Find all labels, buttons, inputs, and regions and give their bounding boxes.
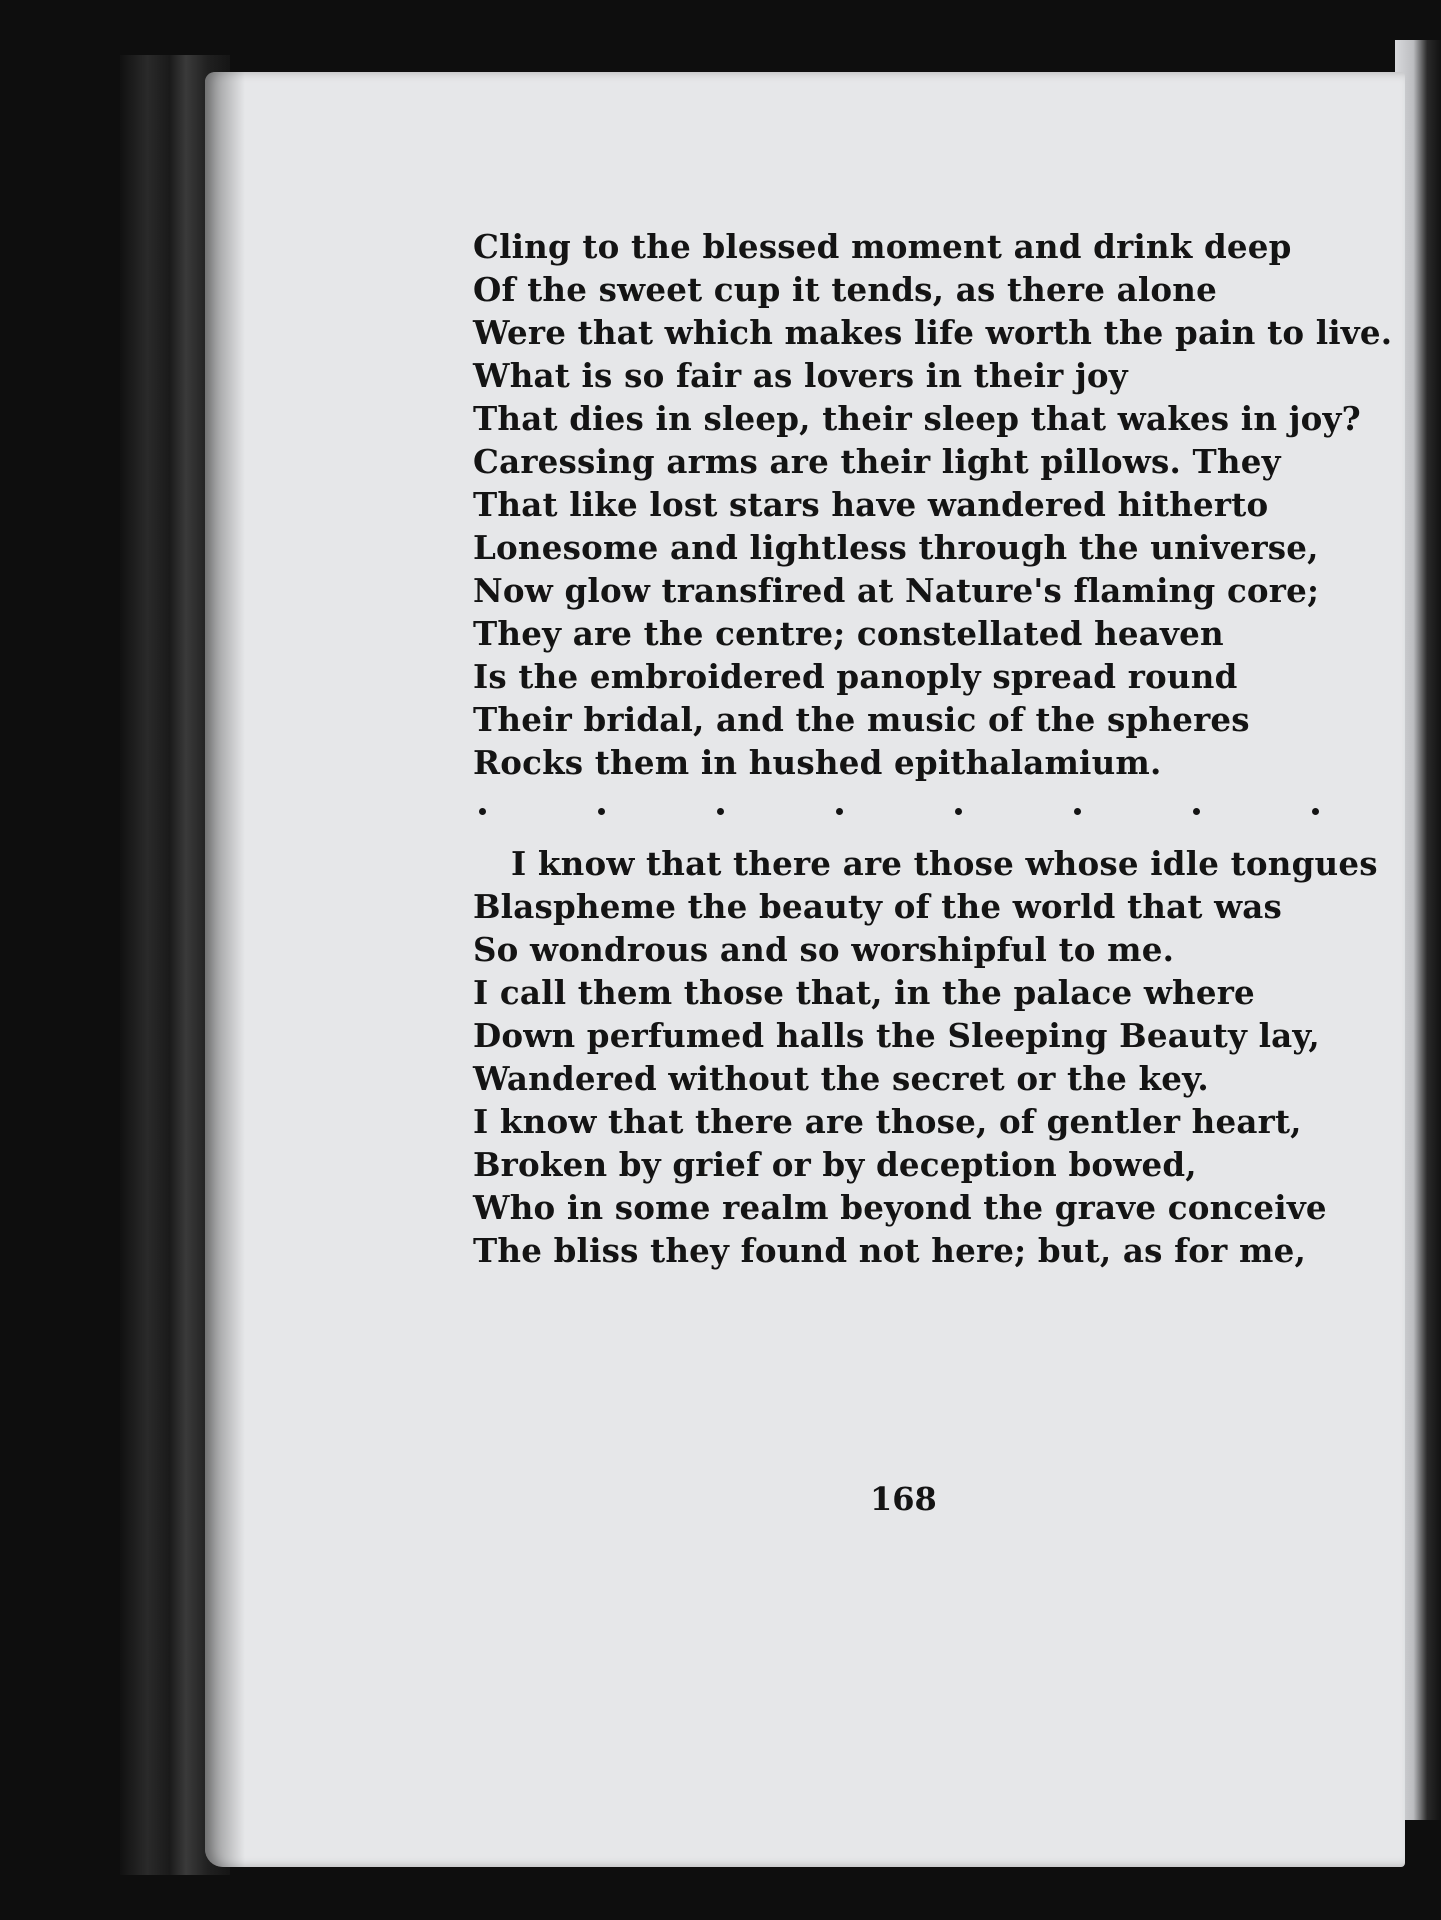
separator-dot [717, 808, 724, 815]
poem-line: Lonesome and lightless through the universe, [473, 528, 1319, 567]
poem-line: I call them those that, in the palace where [473, 973, 1255, 1012]
poem-line: They are the centre; constellated heaven [473, 614, 1224, 653]
poem-line: I know that there are those, of gentler heart, [473, 1102, 1302, 1141]
poem-line: Blaspheme the beauty of the world that was [473, 887, 1283, 926]
separator-dot [598, 808, 605, 815]
separator-dot [955, 808, 962, 815]
poem-line: Caressing arms are their light pillows. They [473, 442, 1281, 481]
poem-line: Is the embroidered panoply spread round [473, 657, 1238, 696]
page-gutter-shadow [205, 72, 245, 1867]
separator-dot [1074, 808, 1081, 815]
separator-dot [1193, 808, 1200, 815]
poem-line: That dies in sleep, their sleep that wakes in joy? [473, 399, 1361, 438]
poem-line: Broken by grief or by deception bowed, [473, 1145, 1197, 1184]
poem-line: Down perfumed halls the Sleeping Beauty lay, [473, 1016, 1320, 1055]
poem-line: Wandered without the secret or the key. [473, 1059, 1209, 1098]
poem-line: Their bridal, and the music of the spheres [473, 700, 1250, 739]
poem-line: Rocks them in hushed epithalamium. [473, 743, 1162, 782]
poem-line: Who in some realm beyond the grave conceive [473, 1188, 1327, 1227]
separator-dot [1312, 808, 1319, 815]
poem-line: What is so fair as lovers in their joy [473, 356, 1128, 395]
poem-text [473, 225, 1393, 1272]
poem-line: Now glow transfired at Nature's flaming core; [473, 571, 1320, 610]
poem-line: Were that which makes life worth the pain to live. [473, 313, 1393, 352]
poem-line: So wondrous and so worshipful to me. [473, 930, 1175, 969]
poem-line: Cling to the blessed moment and drink deep [473, 227, 1292, 266]
page-number: 168 [870, 1480, 937, 1518]
poem-line: I know that there are those whose idle tongues [511, 844, 1378, 883]
separator-dot [479, 808, 486, 815]
section-separator [479, 784, 1319, 838]
poem-line: The bliss they found not here; but, as for me, [473, 1231, 1306, 1270]
poem-line: That like lost stars have wandered hitherto [473, 485, 1269, 524]
poem-line: Of the sweet cup it tends, as there alone [473, 270, 1217, 309]
separator-dot [836, 808, 843, 815]
